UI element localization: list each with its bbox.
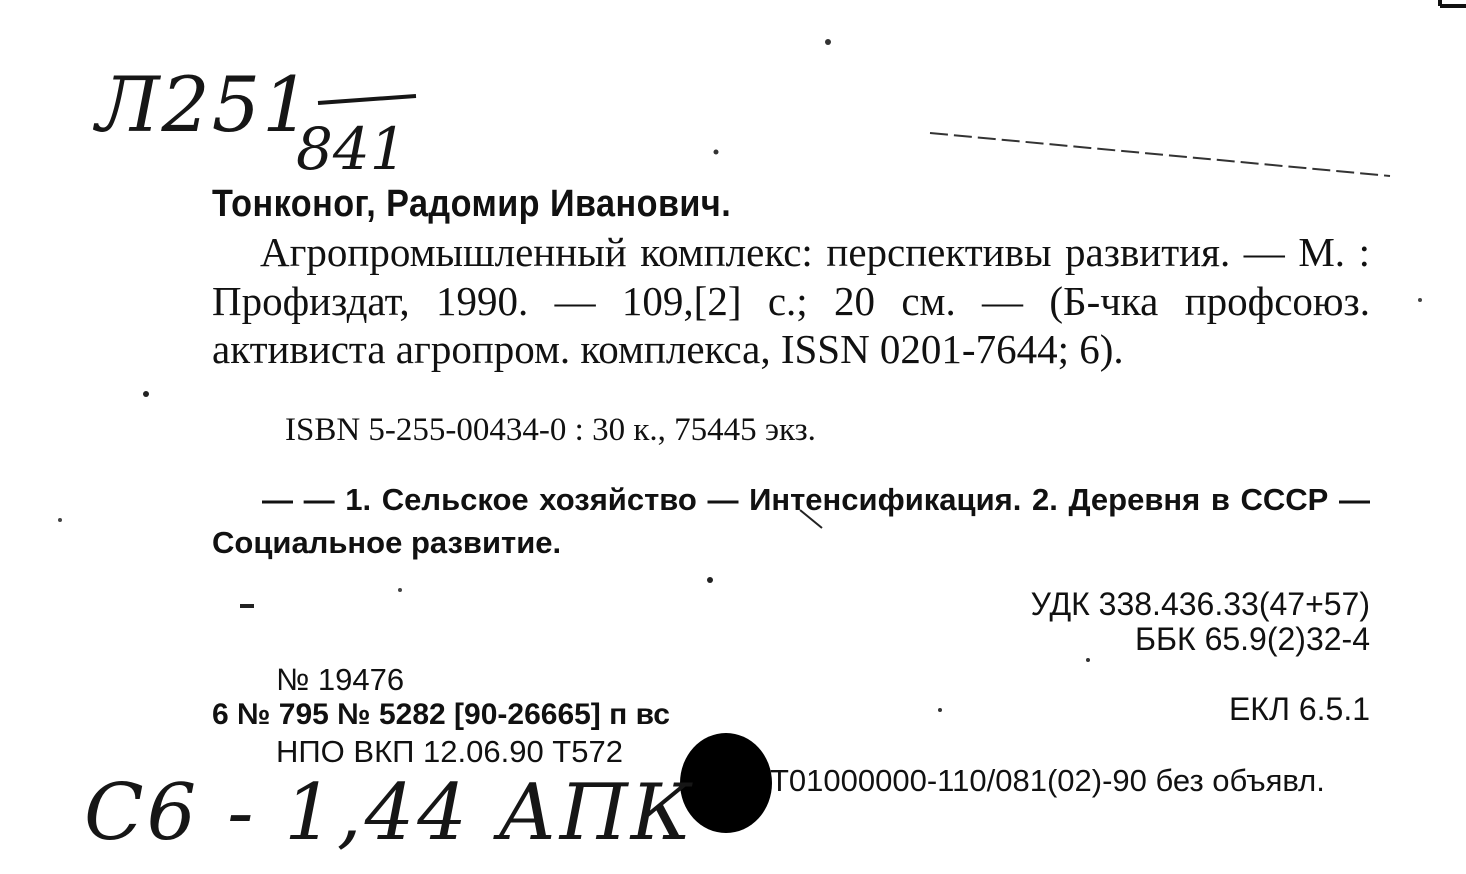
subject-headings: — — 1. Сельское хозяйство — Интенсификация. 2. Деревня в СССР — Социальное развитие. bbox=[212, 482, 1370, 560]
udk-code: УДК 338.436.33(47+57) bbox=[1030, 586, 1370, 622]
speck bbox=[1418, 298, 1422, 302]
shelf-mark-bar bbox=[318, 96, 416, 103]
classification-code-line: Т01000000-110/081(02)-90 без объявл. bbox=[770, 763, 1325, 798]
handwritten-price-note: С6 - 1,44 АПК bbox=[84, 768, 695, 858]
author-heading: Тонконог, Радомир Иванович. bbox=[212, 183, 732, 225]
speck bbox=[240, 604, 254, 608]
speck bbox=[825, 39, 831, 45]
speck bbox=[58, 518, 62, 522]
speck bbox=[1086, 658, 1090, 662]
speck bbox=[143, 391, 149, 397]
handwritten-shelf-mark-denominator: 841 bbox=[296, 115, 407, 183]
isbn-line: ISBN 5-255-00434-0 : 30 к., 75445 экз. bbox=[285, 412, 816, 448]
print-number: № 19476 bbox=[276, 662, 405, 697]
speck bbox=[714, 150, 719, 155]
faint-rule bbox=[930, 133, 1390, 176]
speck bbox=[707, 577, 713, 583]
speck bbox=[938, 708, 942, 712]
npo-line: НПО ВКП 12.06.90 Т572 bbox=[276, 734, 623, 769]
bbk-code: ББК 65.9(2)32-4 bbox=[1135, 621, 1370, 657]
handwritten-shelf-mark: Л251 bbox=[96, 60, 313, 149]
ekl-code: ЕКЛ 6.5.1 bbox=[1228, 691, 1370, 727]
title-description: Агропромышленный комплекс: перспективы развития. — М. : Профиздат, 1990. — 109,[2] с.; 20 см. — (Б-чка профсоюз. активиста агропром. комплекса, ISSN 0201-7644; 6). bbox=[212, 229, 1370, 372]
print-order-line: 6 № 795 № 5282 [90-26665] п вс bbox=[212, 698, 670, 731]
speck bbox=[398, 588, 402, 592]
